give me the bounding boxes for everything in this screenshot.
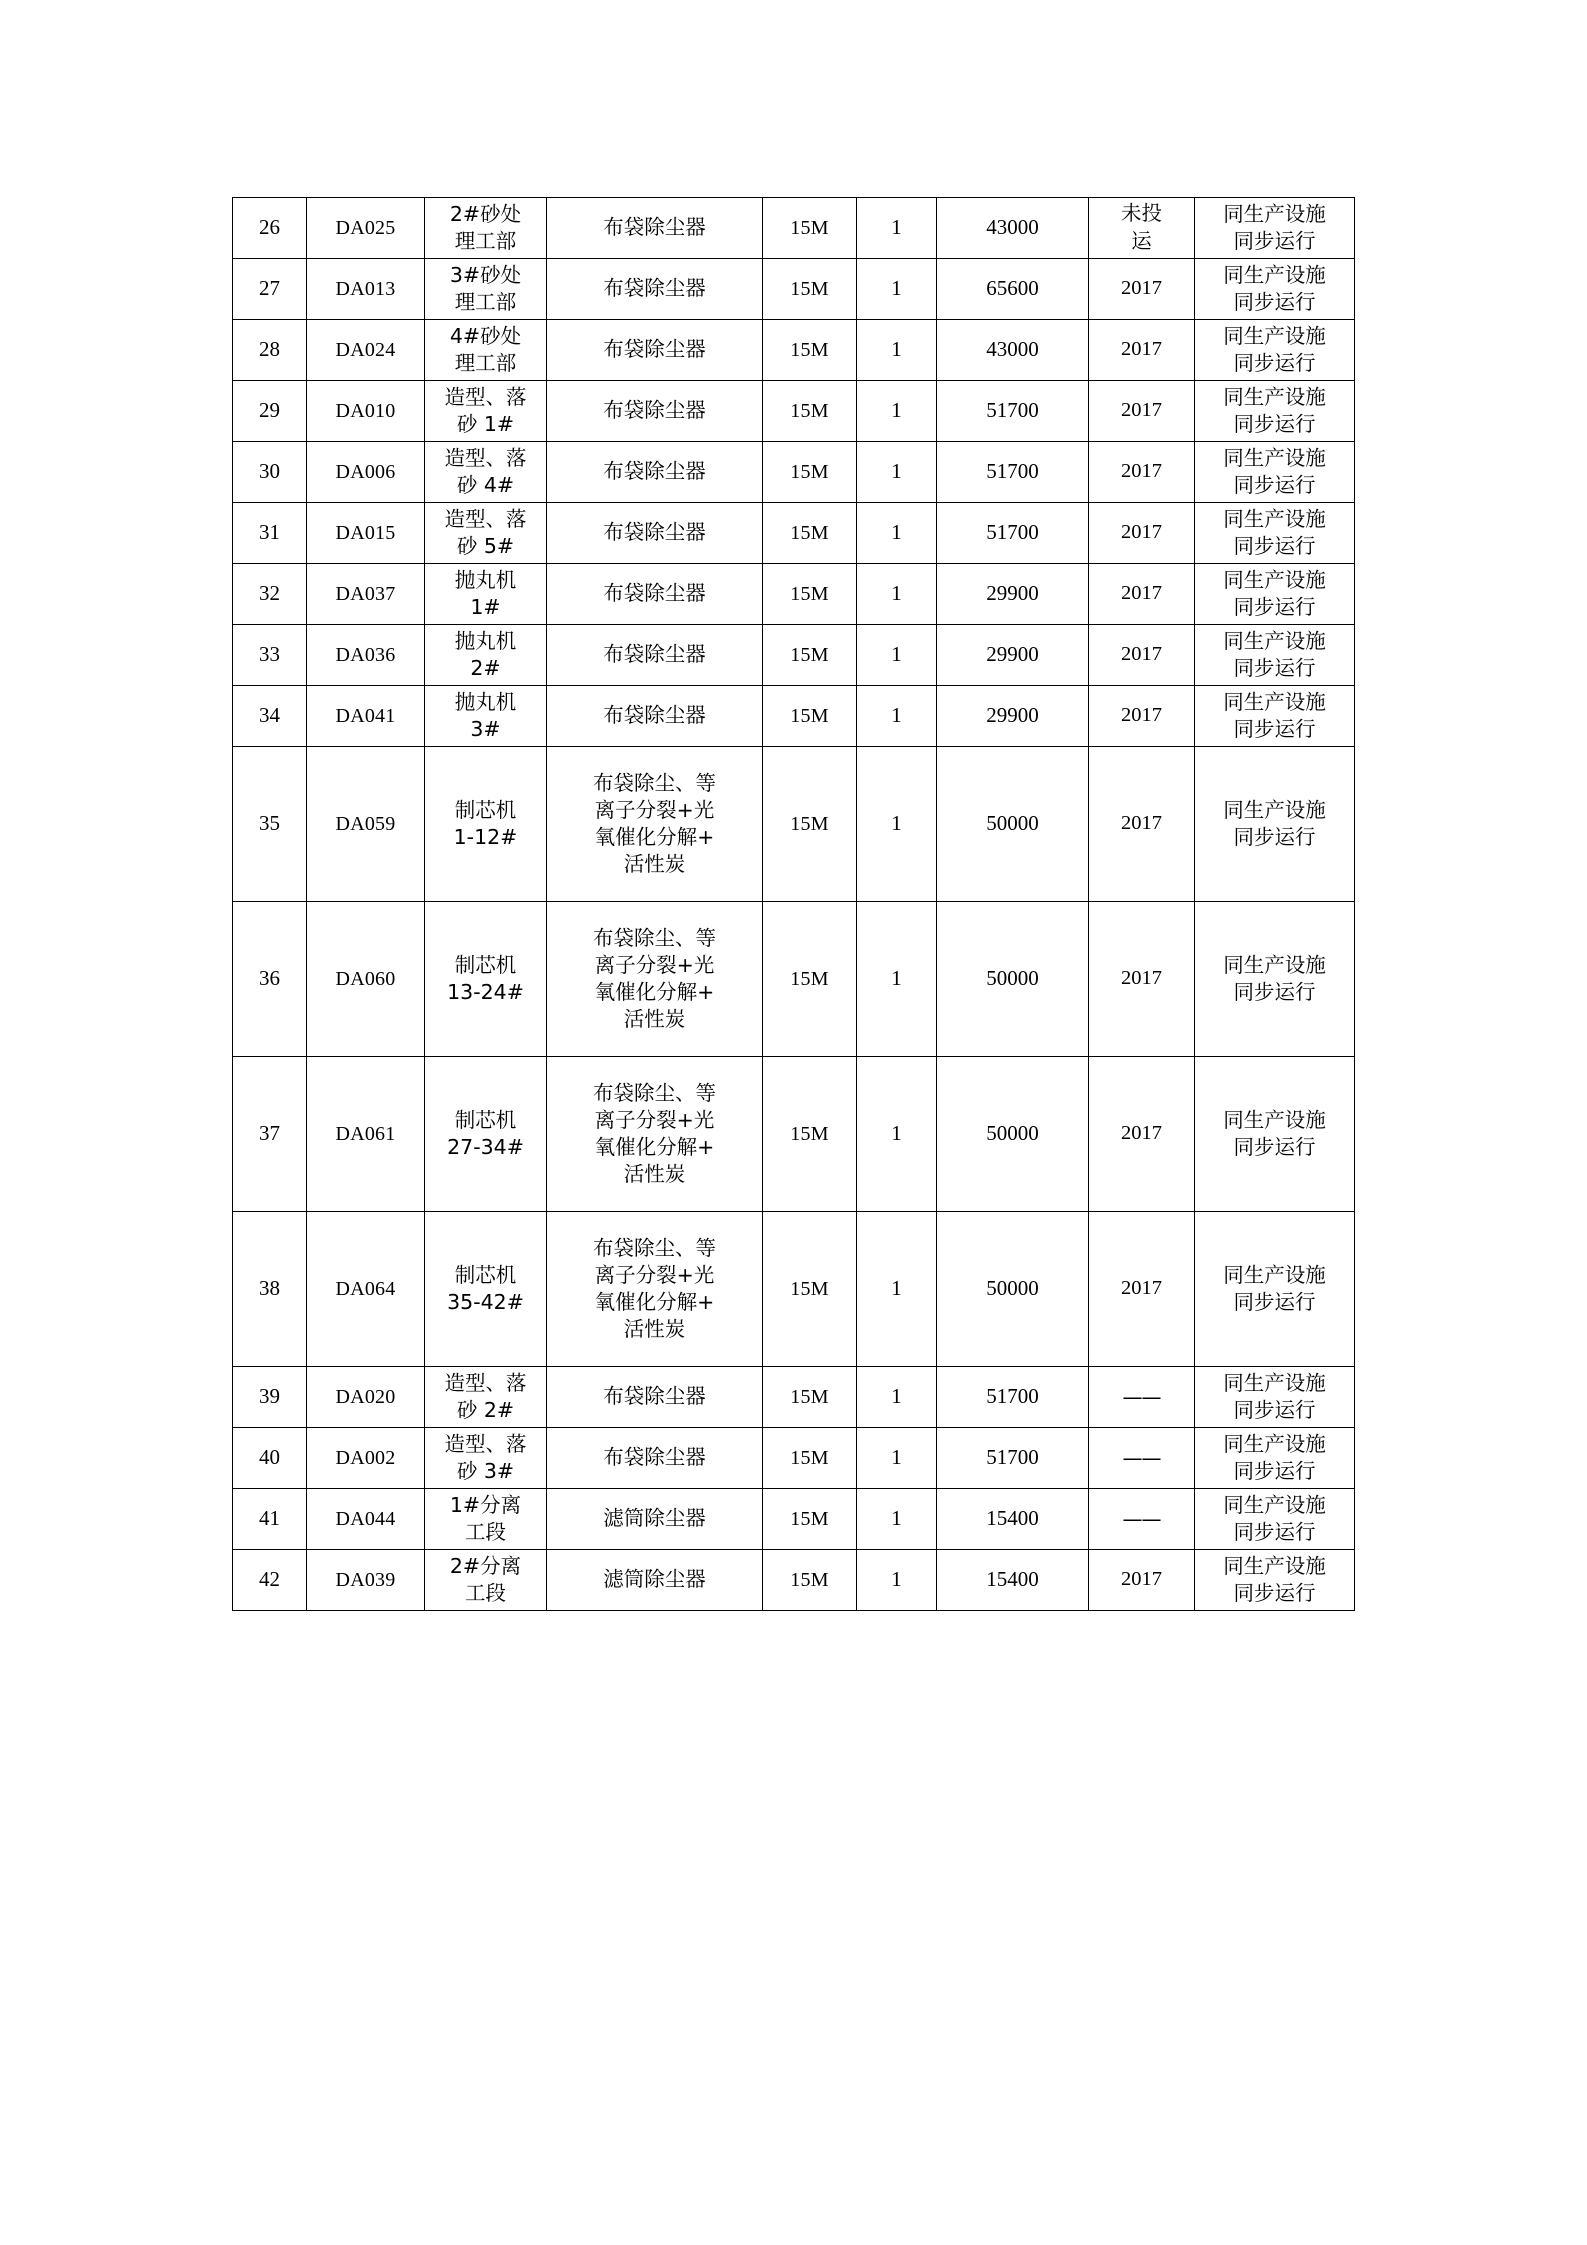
- cell-air-volume: 50000: [937, 902, 1089, 1057]
- cell-air-volume: 51700: [937, 1367, 1089, 1428]
- cell-quantity: 1: [857, 503, 937, 564]
- cell-operation-time: 同生产设施 同步运行: [1195, 320, 1355, 381]
- table-row: [233, 1057, 1355, 1212]
- cell-outlet-code: DA060: [307, 902, 425, 1057]
- cell-outlet-code: DA013: [307, 259, 425, 320]
- cell-quantity: 1: [857, 686, 937, 747]
- cell-outlet-code: DA037: [307, 564, 425, 625]
- cell-workshop: 制芯机 35-42#: [425, 1212, 547, 1367]
- cell-index: 26: [233, 198, 307, 259]
- cell-index: 37: [233, 1057, 307, 1212]
- cell-quantity: 1: [857, 1428, 937, 1489]
- cell-quantity: 1: [857, 381, 937, 442]
- table-row: [233, 564, 1355, 625]
- cell-treatment-facility: 布袋除尘器: [547, 1367, 763, 1428]
- cell-air-volume: 43000: [937, 320, 1089, 381]
- cell-index: 39: [233, 1367, 307, 1428]
- cell-treatment-facility: 布袋除尘器: [547, 686, 763, 747]
- cell-quantity: 1: [857, 259, 937, 320]
- cell-operation-time: 同生产设施 同步运行: [1195, 442, 1355, 503]
- table-row: [233, 1550, 1355, 1611]
- cell-quantity: 1: [857, 902, 937, 1057]
- cell-air-volume: 50000: [937, 1212, 1089, 1367]
- cell-commission-year: ——: [1089, 1367, 1195, 1428]
- table-row: [233, 259, 1355, 320]
- table-row: [233, 503, 1355, 564]
- cell-operation-time: 同生产设施 同步运行: [1195, 625, 1355, 686]
- table-row: [233, 1489, 1355, 1550]
- cell-treatment-facility: 布袋除尘器: [547, 320, 763, 381]
- cell-quantity: 1: [857, 198, 937, 259]
- cell-air-volume: 15400: [937, 1489, 1089, 1550]
- cell-commission-year: ——: [1089, 1489, 1195, 1550]
- cell-outlet-code: DA002: [307, 1428, 425, 1489]
- cell-commission-year: 2017: [1089, 259, 1195, 320]
- cell-operation-time: 同生产设施 同步运行: [1195, 1489, 1355, 1550]
- cell-workshop: 1#分离 工段: [425, 1489, 547, 1550]
- cell-workshop: 4#砂处 理工部: [425, 320, 547, 381]
- cell-treatment-facility: 布袋除尘器: [547, 198, 763, 259]
- cell-air-volume: 29900: [937, 564, 1089, 625]
- cell-commission-year: 2017: [1089, 503, 1195, 564]
- emission-outlet-table: [232, 197, 1355, 1611]
- cell-operation-time: 同生产设施 同步运行: [1195, 198, 1355, 259]
- cell-treatment-facility: 布袋除尘、等 离子分裂+光 氧催化分解+ 活性炭: [547, 1057, 763, 1212]
- cell-workshop: 3#砂处 理工部: [425, 259, 547, 320]
- cell-workshop: 抛丸机 2#: [425, 625, 547, 686]
- cell-outlet-code: DA061: [307, 1057, 425, 1212]
- cell-commission-year: 2017: [1089, 442, 1195, 503]
- cell-air-volume: 65600: [937, 259, 1089, 320]
- table-body: [233, 198, 1355, 1611]
- cell-treatment-facility: 布袋除尘器: [547, 625, 763, 686]
- cell-operation-time: 同生产设施 同步运行: [1195, 747, 1355, 902]
- cell-operation-time: 同生产设施 同步运行: [1195, 686, 1355, 747]
- cell-operation-time: 同生产设施 同步运行: [1195, 1212, 1355, 1367]
- cell-workshop: 造型、落 砂 3#: [425, 1428, 547, 1489]
- cell-index: 40: [233, 1428, 307, 1489]
- cell-treatment-facility: 布袋除尘、等 离子分裂+光 氧催化分解+ 活性炭: [547, 747, 763, 902]
- cell-index: 35: [233, 747, 307, 902]
- cell-stack-height: 15M: [763, 1367, 857, 1428]
- cell-quantity: 1: [857, 564, 937, 625]
- cell-outlet-code: DA020: [307, 1367, 425, 1428]
- cell-outlet-code: DA010: [307, 381, 425, 442]
- cell-workshop: 制芯机 1-12#: [425, 747, 547, 902]
- cell-stack-height: 15M: [763, 902, 857, 1057]
- cell-air-volume: 50000: [937, 747, 1089, 902]
- cell-stack-height: 15M: [763, 381, 857, 442]
- cell-treatment-facility: 布袋除尘器: [547, 259, 763, 320]
- cell-commission-year: 2017: [1089, 625, 1195, 686]
- emission-table-container: [232, 197, 1354, 1611]
- cell-stack-height: 15M: [763, 320, 857, 381]
- cell-index: 31: [233, 503, 307, 564]
- cell-outlet-code: DA024: [307, 320, 425, 381]
- cell-outlet-code: DA044: [307, 1489, 425, 1550]
- cell-commission-year: 2017: [1089, 747, 1195, 902]
- cell-workshop: 制芯机 13-24#: [425, 902, 547, 1057]
- cell-operation-time: 同生产设施 同步运行: [1195, 259, 1355, 320]
- cell-index: 38: [233, 1212, 307, 1367]
- cell-treatment-facility: 布袋除尘器: [547, 1428, 763, 1489]
- table-row: [233, 320, 1355, 381]
- cell-outlet-code: DA015: [307, 503, 425, 564]
- table-row: [233, 1212, 1355, 1367]
- cell-stack-height: 15M: [763, 1057, 857, 1212]
- cell-air-volume: 43000: [937, 198, 1089, 259]
- cell-index: 42: [233, 1550, 307, 1611]
- cell-outlet-code: DA036: [307, 625, 425, 686]
- cell-operation-time: 同生产设施 同步运行: [1195, 1428, 1355, 1489]
- cell-workshop: 造型、落 砂 4#: [425, 442, 547, 503]
- cell-workshop: 抛丸机 1#: [425, 564, 547, 625]
- cell-index: 41: [233, 1489, 307, 1550]
- cell-stack-height: 15M: [763, 198, 857, 259]
- cell-operation-time: 同生产设施 同步运行: [1195, 1367, 1355, 1428]
- cell-index: 34: [233, 686, 307, 747]
- cell-stack-height: 15M: [763, 1212, 857, 1367]
- cell-treatment-facility: 滤筒除尘器: [547, 1489, 763, 1550]
- table-row: [233, 686, 1355, 747]
- cell-index: 33: [233, 625, 307, 686]
- cell-outlet-code: DA006: [307, 442, 425, 503]
- cell-stack-height: 15M: [763, 564, 857, 625]
- cell-treatment-facility: 滤筒除尘器: [547, 1550, 763, 1611]
- cell-commission-year: 2017: [1089, 564, 1195, 625]
- cell-commission-year: 2017: [1089, 686, 1195, 747]
- cell-outlet-code: DA039: [307, 1550, 425, 1611]
- cell-stack-height: 15M: [763, 686, 857, 747]
- cell-commission-year: 2017: [1089, 1057, 1195, 1212]
- cell-treatment-facility: 布袋除尘器: [547, 381, 763, 442]
- cell-operation-time: 同生产设施 同步运行: [1195, 1057, 1355, 1212]
- cell-index: 27: [233, 259, 307, 320]
- cell-index: 36: [233, 902, 307, 1057]
- cell-index: 28: [233, 320, 307, 381]
- cell-commission-year: 2017: [1089, 381, 1195, 442]
- cell-air-volume: 50000: [937, 1057, 1089, 1212]
- cell-outlet-code: DA064: [307, 1212, 425, 1367]
- cell-air-volume: 29900: [937, 625, 1089, 686]
- cell-quantity: 1: [857, 747, 937, 902]
- cell-workshop: 2#砂处 理工部: [425, 198, 547, 259]
- cell-operation-time: 同生产设施 同步运行: [1195, 381, 1355, 442]
- cell-operation-time: 同生产设施 同步运行: [1195, 1550, 1355, 1611]
- cell-stack-height: 15M: [763, 1489, 857, 1550]
- cell-air-volume: 51700: [937, 381, 1089, 442]
- cell-air-volume: 29900: [937, 686, 1089, 747]
- table-row: [233, 1428, 1355, 1489]
- table-row: [233, 1367, 1355, 1428]
- cell-stack-height: 15M: [763, 503, 857, 564]
- cell-treatment-facility: 布袋除尘器: [547, 503, 763, 564]
- cell-air-volume: 15400: [937, 1550, 1089, 1611]
- cell-index: 29: [233, 381, 307, 442]
- table-row: [233, 442, 1355, 503]
- cell-operation-time: 同生产设施 同步运行: [1195, 564, 1355, 625]
- cell-index: 32: [233, 564, 307, 625]
- table-row: [233, 902, 1355, 1057]
- cell-air-volume: 51700: [937, 1428, 1089, 1489]
- cell-stack-height: 15M: [763, 1550, 857, 1611]
- cell-commission-year: 2017: [1089, 902, 1195, 1057]
- cell-stack-height: 15M: [763, 625, 857, 686]
- cell-commission-year: 未投 运: [1089, 198, 1195, 259]
- table-row: [233, 625, 1355, 686]
- cell-outlet-code: DA059: [307, 747, 425, 902]
- cell-quantity: 1: [857, 1489, 937, 1550]
- cell-air-volume: 51700: [937, 442, 1089, 503]
- table-row: [233, 198, 1355, 259]
- cell-stack-height: 15M: [763, 442, 857, 503]
- cell-stack-height: 15M: [763, 747, 857, 902]
- cell-operation-time: 同生产设施 同步运行: [1195, 503, 1355, 564]
- cell-treatment-facility: 布袋除尘、等 离子分裂+光 氧催化分解+ 活性炭: [547, 1212, 763, 1367]
- cell-quantity: 1: [857, 1367, 937, 1428]
- cell-workshop: 制芯机 27-34#: [425, 1057, 547, 1212]
- cell-workshop: 造型、落 砂 2#: [425, 1367, 547, 1428]
- cell-operation-time: 同生产设施 同步运行: [1195, 902, 1355, 1057]
- table-row: [233, 381, 1355, 442]
- cell-index: 30: [233, 442, 307, 503]
- cell-quantity: 1: [857, 625, 937, 686]
- cell-outlet-code: DA041: [307, 686, 425, 747]
- cell-quantity: 1: [857, 320, 937, 381]
- cell-commission-year: 2017: [1089, 320, 1195, 381]
- cell-treatment-facility: 布袋除尘器: [547, 564, 763, 625]
- cell-commission-year: ——: [1089, 1428, 1195, 1489]
- cell-commission-year: 2017: [1089, 1550, 1195, 1611]
- cell-quantity: 1: [857, 1057, 937, 1212]
- cell-treatment-facility: 布袋除尘、等 离子分裂+光 氧催化分解+ 活性炭: [547, 902, 763, 1057]
- cell-workshop: 造型、落 砂 1#: [425, 381, 547, 442]
- cell-air-volume: 51700: [937, 503, 1089, 564]
- cell-quantity: 1: [857, 1550, 937, 1611]
- cell-workshop: 抛丸机 3#: [425, 686, 547, 747]
- cell-outlet-code: DA025: [307, 198, 425, 259]
- table-row: [233, 747, 1355, 902]
- cell-treatment-facility: 布袋除尘器: [547, 442, 763, 503]
- cell-quantity: 1: [857, 1212, 937, 1367]
- cell-stack-height: 15M: [763, 259, 857, 320]
- cell-stack-height: 15M: [763, 1428, 857, 1489]
- cell-quantity: 1: [857, 442, 937, 503]
- cell-commission-year: 2017: [1089, 1212, 1195, 1367]
- cell-workshop: 2#分离 工段: [425, 1550, 547, 1611]
- cell-workshop: 造型、落 砂 5#: [425, 503, 547, 564]
